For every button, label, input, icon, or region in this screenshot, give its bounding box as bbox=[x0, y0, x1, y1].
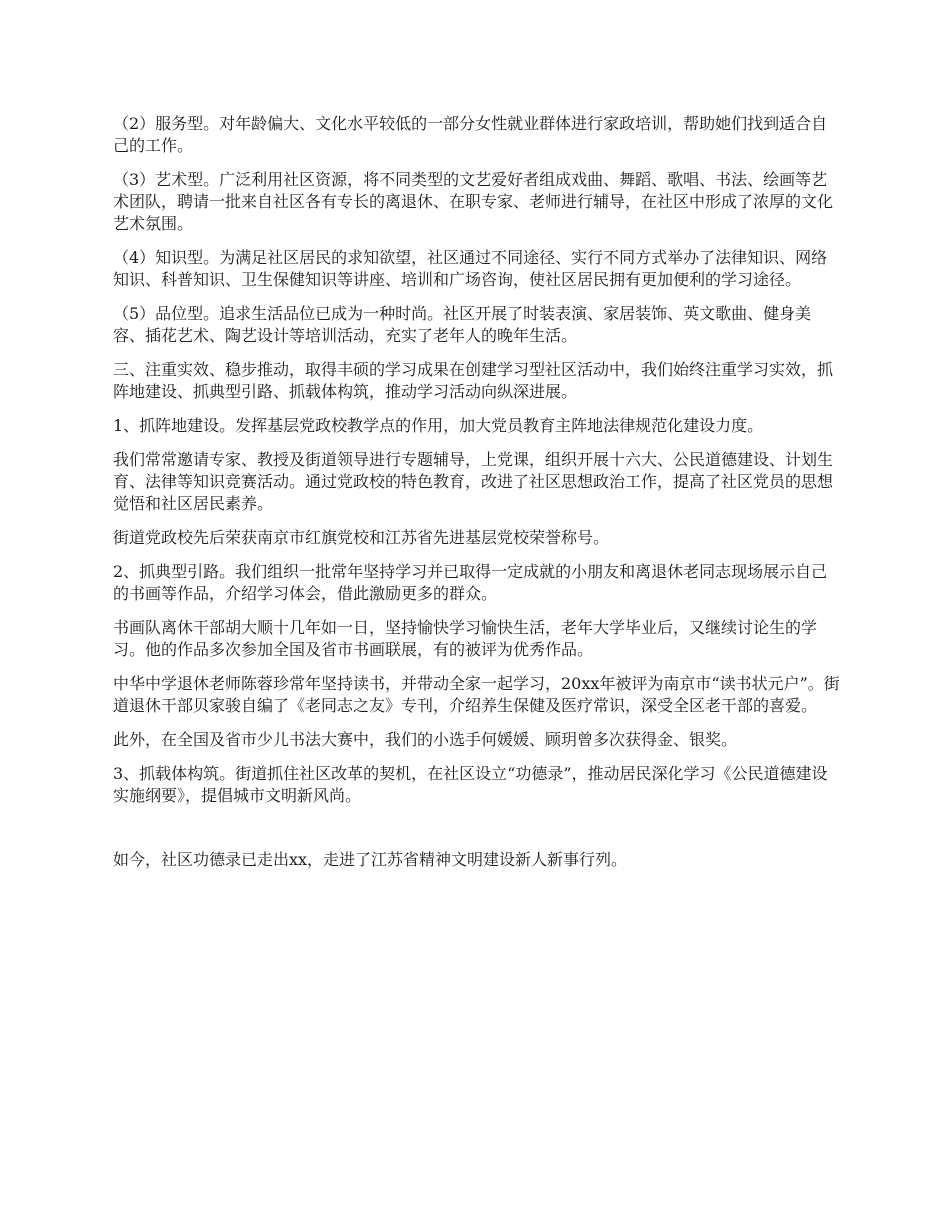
paragraph-reading-family: 中华中学退休老师陈蓉珍常年坚持读书，并带动全家一起学习，20xx年被评为南京市“读书状元户”。街道退休干部贝家骏自编了《老同志之友》专刊，介绍养生保健及医疗常识，深受全区老干部的喜爱。 bbox=[113, 674, 840, 715]
document-body bbox=[113, 113, 843, 883]
paragraph-painting-team: 书画队离休干部胡大顺十几年如一日，坚持愉快学习愉快生活，老年大学毕业后，又继续讨论生的学习。他的作品多次参加全国及省市书画联展，有的被评为优秀作品。 bbox=[113, 618, 818, 659]
paragraph-typical-guidance: 2、抓典型引路。我们组织一批常年坚持学习并已取得一定成就的小朋友和离退休老同志现场展示自己的书画等作品，介绍学习体会，借此激励更多的群众。 bbox=[113, 562, 828, 603]
paragraph-knowledge-type: （4）知识型。为满足社区居民的求知欲望，社区通过不同途径、实行不同方式举办了法律知识、网络知识、科普知识、卫生保健知识等讲座、培训和广场咨询，使社区居民拥有更加便利的学习途径。 bbox=[113, 248, 828, 289]
paragraph-art-type: （3）艺术型。广泛利用社区资源，将不同类型的文艺爱好者组成戏曲、舞蹈、歌唱、书法、绘画等艺术团队，聘请一批来自社区各有专长的离退休、在职专家、老师进行辅导，在社区中形成了浓厚的文化艺术氛围。 bbox=[113, 170, 834, 233]
paragraph-carrier-building: 3、抓载体构筑。街道抓住社区改革的契机，在社区设立“功德录”，推动居民深化学习《公民道德建设实施纲要》，提倡城市文明新风尚。 bbox=[113, 764, 828, 805]
paragraph-honors: 街道党政校先后荣获南京市红旗党校和江苏省先进基层党校荣誉称号。 bbox=[113, 528, 610, 547]
paragraph-conclusion: 如今，社区功德录已走出xx，走进了江苏省精神文明建设新人新事行列。 bbox=[113, 850, 628, 869]
paragraph-position-building: 1、抓阵地建设。发挥基层党政校教学点的作用，加大党员教育主阵地法律规范化建设力度。 bbox=[113, 416, 764, 435]
paragraph-service-type: （2）服务型。对年龄偏大、文化水平较低的一部分女性就业群体进行家政培训，帮助她们找到适合自己的工作。 bbox=[113, 114, 828, 155]
paragraph-expert-lectures: 我们常常邀请专家、教授及街道领导进行专题辅导，上党课，组织开展十六大、公民道德建设、计划生育、法律等知识竞赛活动。通过党政校的特色教育，改进了社区思想政治工作，提高了社区党员的思想觉悟和社区居民素养。 bbox=[113, 450, 834, 513]
paragraph-section-three: 三、注重实效、稳步推动，取得丰硕的学习成果在创建学习型社区活动中，我们始终注重学习实效，抓阵地建设、抓典型引路、抓载体构筑，推动学习活动向纵深进展。 bbox=[113, 360, 834, 401]
paragraph-calligraphy-awards: 此外，在全国及省市少儿书法大赛中，我们的小选手何媛媛、顾玥曾多次获得金、银奖。 bbox=[113, 730, 738, 749]
paragraph-taste-type: （5）品位型。追求生活品位已成为一种时尚。社区开展了时装表演、家居装饰、英文歌曲、健身美容、插花艺术、陶艺设计等培训活动，充实了老年人的晚年生活。 bbox=[113, 304, 812, 345]
